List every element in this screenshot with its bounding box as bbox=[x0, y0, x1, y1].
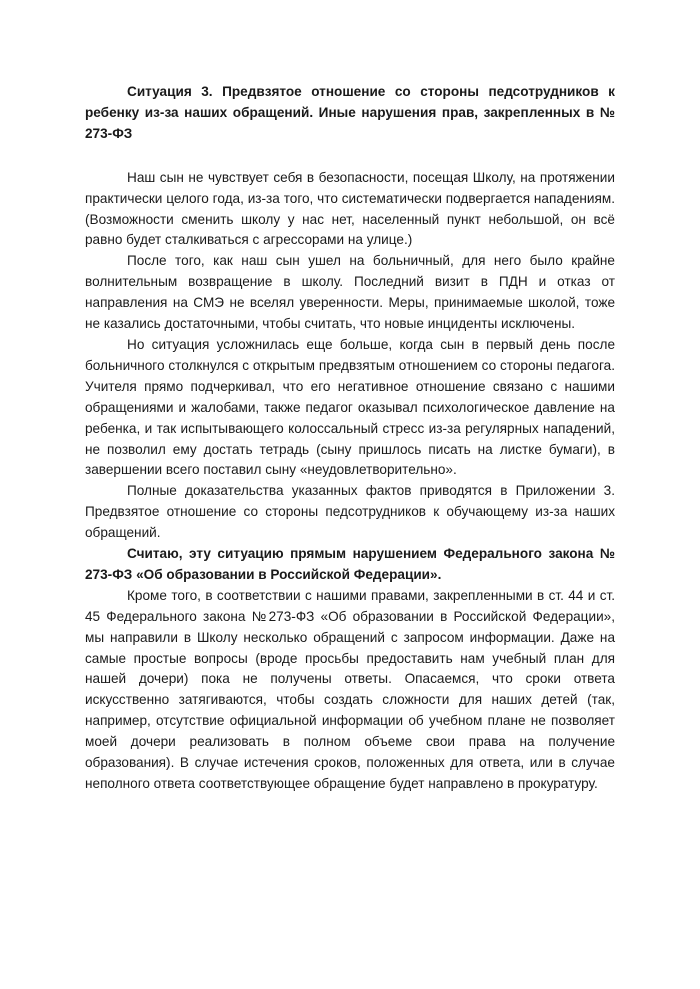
paragraph-evidence: Полные доказательства указанных фактов приводятся в Приложении 3. Предвзятое отношение со стороны педсотрудников к обучающему из-за наших обращений. bbox=[85, 483, 615, 541]
document-page bbox=[85, 82, 615, 795]
paragraph-sick-leave: После того, как наш сын ушел на больничный, для него было крайне волнительным возвращение в школу. Последний визит в ПДН и отказ от направления на СМЭ не вселял уверенности. Меры, принимаемые школой, тоже не казались достаточными, чтобы считать, что новые инциденты исключены. bbox=[85, 253, 615, 332]
section-heading: Ситуация 3. Предвзятое отношение со стороны педсотрудников к ребенку из-за наших обращений. Иные нарушения прав, закрепленных в № 273-ФЗ bbox=[85, 84, 615, 141]
paragraph-violation-statement: Считаю, эту ситуацию прямым нарушением Федерального закона № 273-ФЗ «Об образовании в Российской Федерации». bbox=[85, 546, 615, 582]
paragraph-safety: Наш сын не чувствует себя в безопасности, посещая Школу, на протяжении практически целого года, из-за того, что систематически подвергается нападениям. (Возможности сменить школу у нас нет, населенный пункт небольшой, он всё равно будет сталкиваться с агрессорами на улице.) bbox=[85, 169, 615, 248]
paragraph-information-requests: Кроме того, в соответствии с нашими правами, закрепленными в ст. 44 и ст. 45 Федерального закона №273-ФЗ «Об образовании в Российской Федерации», мы направили в Школу несколько обращений с запросом информации. Даже на самые простые вопросы (вроде просьбы предоставить нам учебный план для нашей дочери) пока не получены ответы. Опасаемся, что сроки ответа искусственно затягиваются, чтобы создать сложности для наших детей (так, например, отсутствие официальной информации об учебном плане не позволяет моей дочери реализовать в полном объеме свои права на получение образования). В случае истечения сроков, положенных для ответа, или в случае неполного ответа соответствующее обращение будет направлено в прокуратуру. bbox=[85, 587, 615, 791]
paragraph-teacher-bias: Но ситуация усложнилась еще больше, когда сын в первый день после больничного столкнулся с открытым предвзятым отношением со стороны педагога. Учителя прямо подчеркивал, что его негативное отношение связано с нашими обращениями и жалобами, также педагог оказывал психологическое давление на ребенка, и так испытывающего колоссальный стресс из-за регулярных нападений, не позволил ему достать тетрадь (сыну пришлось писать на листке бумаги), в завершении всего поставил сыну «неудовлетворительно». bbox=[85, 336, 615, 478]
